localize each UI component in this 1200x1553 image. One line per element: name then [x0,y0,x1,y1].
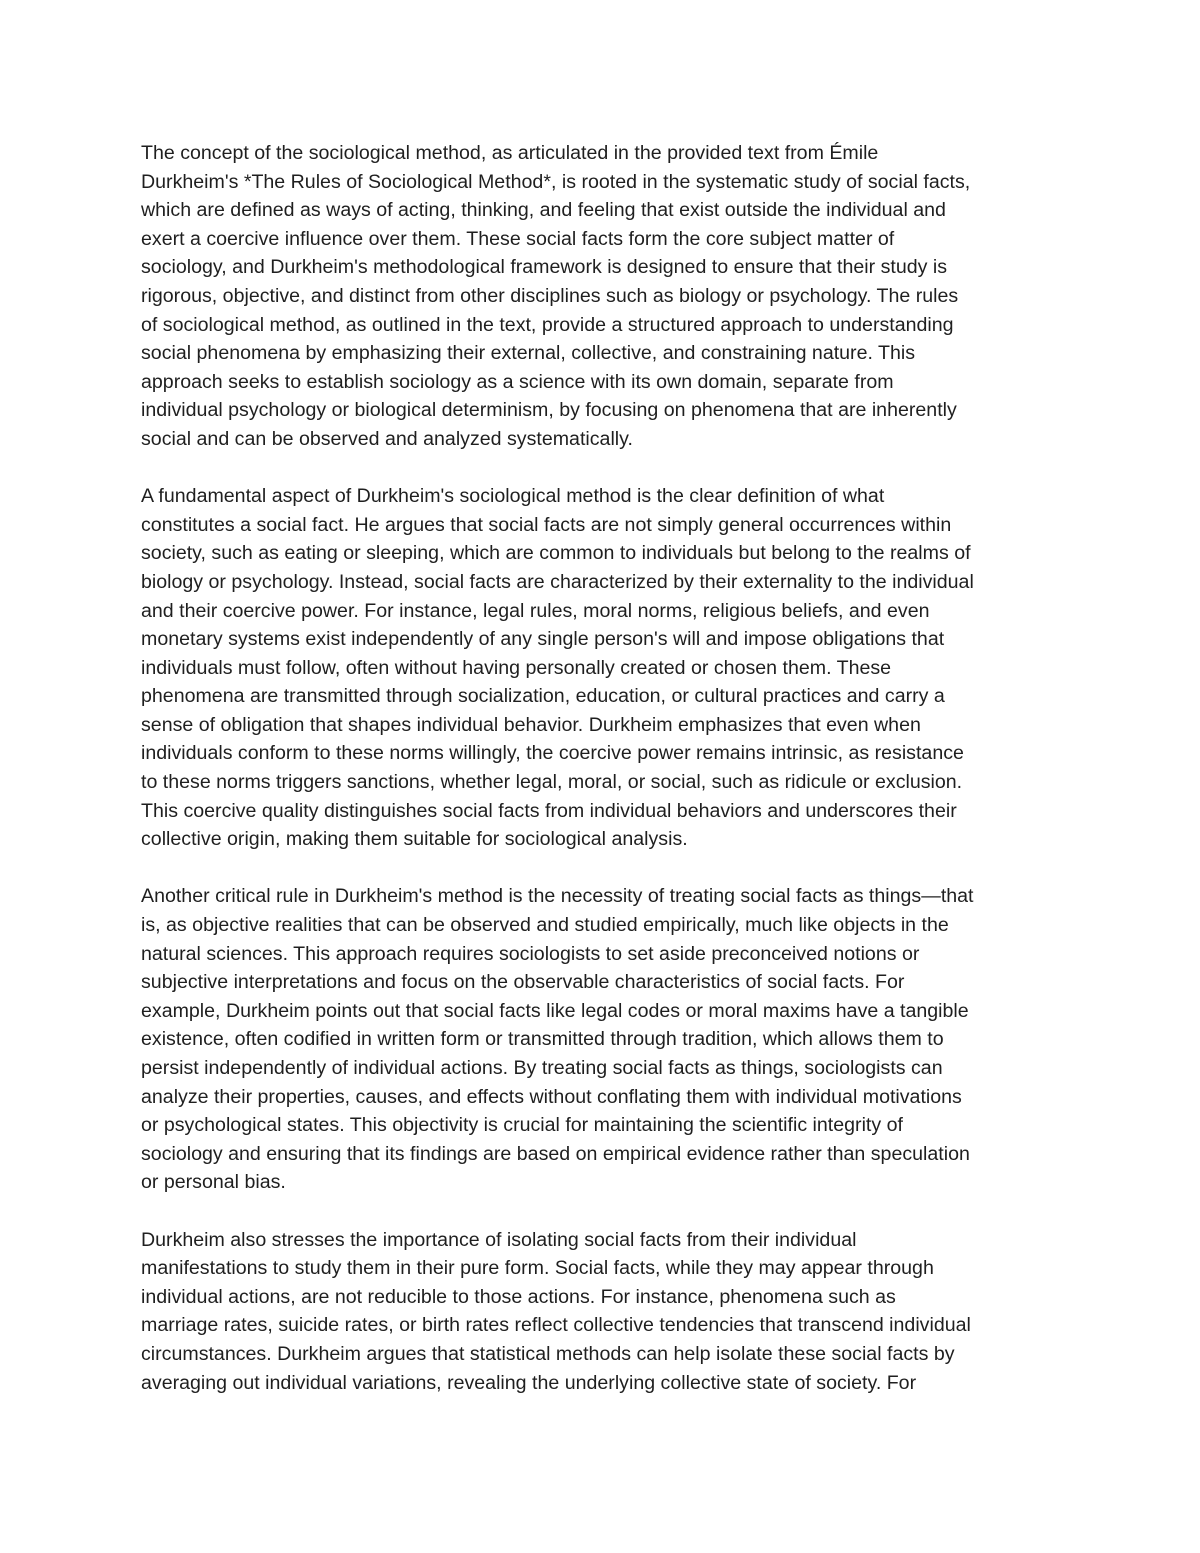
text-line: society, such as eating or sleeping, which are common to individuals but belong to the realms of [141,542,971,565]
text-line: manifestations to study them in their pure form. Social facts, while they may appear through [141,1257,934,1280]
text-line: collective origin, making them suitable for sociological analysis. [141,828,688,851]
text-line: or personal bias. [141,1171,286,1194]
text-line: monetary systems exist independently of any single person's will and impose obligations that [141,628,945,651]
paragraph-3 [141,882,1071,1197]
text-line: exert a coercive influence over them. These social facts form the core subject matter of [141,227,895,250]
text-line: Another critical rule in Durkheim's method is the necessity of treating social facts as things—that [141,885,974,908]
text-line: Durkheim also stresses the importance of isolating social facts from their individual [141,1228,857,1251]
text-line: natural sciences. This approach requires sociologists to set aside preconceived notions or [141,942,920,965]
text-line: is, as objective realities that can be observed and studied empirically, much like objects in the [141,914,949,937]
document-body [141,139,1071,1397]
text-line: to these norms triggers sanctions, whether legal, moral, or social, such as ridicule or exclusion. [141,771,963,794]
text-line: existence, often codified in written form or transmitted through tradition, which allows them to [141,1028,944,1051]
text-line: sociology and ensuring that its findings are based on empirical evidence rather than speculation [141,1142,970,1165]
text-line: persist independently of individual actions. By treating social facts as things, sociologists can [141,1057,943,1079]
text-line: social and can be observed and analyzed systematically. [141,427,633,450]
text-line: example, Durkheim points out that social facts like legal codes or moral maxims have a tangible [141,999,969,1022]
text-line: The concept of the sociological method, as articulated in the provided text from Émile [141,142,879,164]
text-line: rigorous, objective, and distinct from other disciplines such as biology or psychology. The rules [141,284,959,307]
text-line: social phenomena by emphasizing their external, collective, and constraining nature. This [141,342,916,365]
text-line: constitutes a social fact. He argues that social facts are not simply general occurrences within [141,513,952,536]
text-line: phenomena are transmitted through socialization, education, or cultural practices and carry a [141,685,945,708]
text-line: individuals must follow, often without having personally created or chosen them. These [141,656,892,679]
text-line: of sociological method, as outlined in the text, provide a structured approach to understanding [141,313,954,336]
text-line: individual psychology or biological determinism, by focusing on phenomena that are inherently [141,399,957,422]
text-line: circumstances. Durkheim argues that statistical methods can help isolate these social facts by [141,1342,955,1365]
paragraph-4 [141,1226,1071,1398]
text-line: marriage rates, suicide rates, or birth rates reflect collective tendencies that transcend individual [141,1314,971,1337]
paragraph-2 [141,482,1071,854]
text-line: biology or psychology. Instead, social facts are characterized by their externality to the individual [141,570,974,593]
text-line: individuals conform to these norms willingly, the coercive power remains intrinsic, as resistance [141,742,964,765]
text-line: A fundamental aspect of Durkheim's sociological method is the clear definition of what [141,485,885,508]
text-line: analyze their properties, causes, and effects without conflating them with individual motivations [141,1085,962,1108]
text-line: Durkheim's *The Rules of Sociological Method*, is rooted in the systematic study of social facts, [141,170,971,193]
text-line: or psychological states. This objectivity is crucial for maintaining the scientific integrity of [141,1114,903,1137]
text-line: and their coercive power. For instance, legal rules, moral norms, religious beliefs, and even [141,599,930,622]
text-line: individual actions, are not reducible to those actions. For instance, phenomena such as [141,1285,896,1308]
text-line: subjective interpretations and focus on the observable characteristics of social facts. For [141,971,905,994]
text-line: averaging out individual variations, revealing the underlying collective state of society. For [141,1371,917,1394]
paragraph-1 [141,139,1071,454]
text-line: sense of obligation that shapes individual behavior. Durkheim emphasizes that even when [141,713,921,736]
text-line: approach seeks to establish sociology as a science with its own domain, separate from [141,370,894,393]
text-line: sociology, and Durkheim's methodological framework is designed to ensure that their study is [141,256,948,279]
text-line: This coercive quality distinguishes social facts from individual behaviors and underscores their [141,799,957,822]
text-line: which are defined as ways of acting, thinking, and feeling that exist outside the individual and [141,199,946,222]
